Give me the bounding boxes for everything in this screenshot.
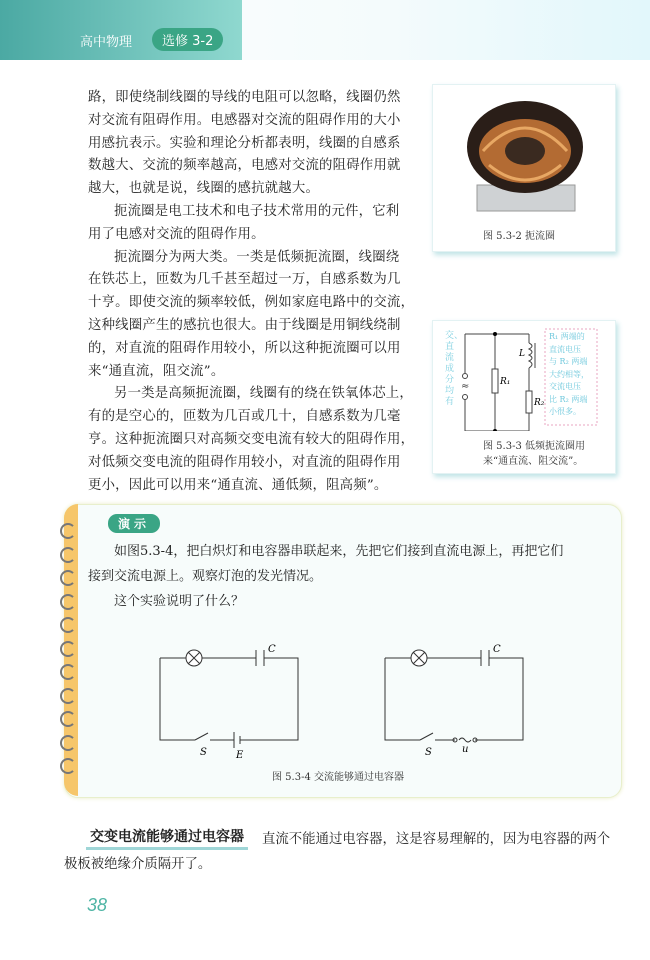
body-line: 对低频交变电流的阻碍作用较小，对直流的阻碍作用	[88, 454, 401, 470]
binder-ring-icon	[60, 688, 76, 704]
section-title: 交变电流能够通过电容器	[86, 826, 248, 850]
binder-ring-icon	[60, 711, 76, 727]
inductor-label: L	[519, 349, 525, 359]
body-line: 在铁芯上，匝数为几千甚至超过一万，自感系数为几	[88, 272, 401, 288]
dc-switch-label: S	[200, 747, 207, 758]
demo-line-3: 这个实验说明了什么？	[114, 594, 245, 609]
body-line: 扼流圈是电工技术和电子技术常用的元件，它利	[114, 204, 400, 219]
binder-ring-icon	[60, 758, 76, 774]
body-line: 有的是空心的，匝数为几百或几十，自感系数为几毫	[88, 409, 401, 425]
fig2-caption: 图 5.3-2 扼流圈	[483, 231, 556, 242]
fig3-note-line: 小很多。	[549, 407, 581, 416]
r2-label: R₂	[534, 398, 545, 408]
body-line: 用感抗表示。实验和理论分析都表明，线圈的自感系	[88, 135, 401, 151]
body-line: 路，即使绕制线圈的导线的电阻可以忽略，线圈仍然	[88, 90, 401, 105]
header-volume-badge: 选修 3-2	[152, 28, 223, 51]
binder-ring-icon	[60, 617, 76, 633]
dc-circuit	[160, 650, 298, 748]
fig3-note	[549, 331, 589, 419]
ac-circuit	[385, 650, 523, 742]
demo-line-2: 接到交流电源上。观察灯泡的发光情况。	[88, 569, 323, 584]
binder-ring-icon	[60, 523, 76, 539]
capacitor-circuits-diagram	[150, 640, 550, 760]
body-line: 的，对直流的阻碍作用较小，所以这种扼流圈可以用	[88, 340, 401, 356]
fig3-note-line: 比 R₂ 两端	[549, 394, 588, 404]
fig4-caption: 图 5.3-4 交流能够通过电容器	[272, 772, 405, 783]
binder-ring-icon	[60, 664, 76, 680]
body-line: 对交流有阻碍作用。电感器对交流的阻碍作用的大小	[88, 112, 401, 128]
body-line: 用了电感对交流的阻碍作用。	[88, 226, 265, 242]
body-line: 另一类是高频扼流圈，线圈有的绕在铁氧体芯上，	[114, 386, 413, 402]
binder-ring-icon	[60, 641, 76, 657]
fig3-note-line: 与 R₂ 两端	[549, 357, 588, 366]
body-line: 来“通直流，阻交流”。	[88, 363, 225, 379]
svg-text:≈: ≈	[461, 381, 470, 392]
body-line: 越大，也就是说，线圈的感抗就越大。	[88, 181, 320, 197]
figure-choke-photo	[432, 84, 616, 252]
body-line: 更小，因此可以用来“通直流、通低频，阻高频”。	[88, 477, 388, 493]
section-line-1: 直流不能通过电容器，这是容易理解的，因为电容器的两个	[262, 832, 611, 847]
figure-lowfreq-choke-circuit	[432, 320, 616, 474]
body-line: 十亨。即使交流的频率较低，例如家庭电路中的交流，	[88, 295, 415, 311]
fig3-note-line: 直流电压	[549, 344, 581, 354]
ac-source-label: u	[462, 744, 469, 755]
choke-coil-image	[433, 85, 615, 225]
fig3-caption-1: 图 5.3-3 低频扼流圈用	[483, 441, 586, 452]
ac-capacitor-label: C	[493, 644, 501, 655]
fig3-caption-2: 来“通直流、阻交流”。	[483, 456, 584, 467]
fig3-side-label: 交、直流成分均有	[445, 331, 464, 407]
binder-ring-icon	[60, 735, 76, 751]
fig3-note-line: R₁ 两端的	[549, 332, 585, 341]
dc-capacitor-label: C	[268, 644, 276, 655]
body-line: 数越大、交流的频率越高，电感对交流的阻碍作用就	[88, 158, 401, 174]
ac-switch-label: S	[425, 747, 432, 758]
demo-line-1: 如图5.3-4，把白炽灯和电容器串联起来，先把它们接到直流电源上，再把它们	[114, 544, 564, 559]
page-number: 38	[87, 895, 108, 915]
binder-ring-icon	[60, 594, 76, 610]
fig3-note-line: 大约相等，	[549, 369, 589, 379]
body-line: 这种线圈产生的感抗也很大。由于线圈是用铜线绕制	[88, 318, 401, 333]
body-line: 扼流圈分为两大类。一类是低频扼流圈，线圈绕	[114, 249, 400, 265]
body-line: 亨。这种扼流圈只对高频交变电流有较大的阻碍作用，	[88, 432, 415, 447]
r1-label: R₁	[500, 377, 511, 387]
binder-ring-icon	[60, 547, 76, 563]
binder-ring-icon	[60, 570, 76, 586]
header-subject: 高中物理	[80, 35, 133, 50]
section-line-2: 极板被绝缘介质隔开了。	[64, 857, 212, 872]
dc-battery-label: E	[236, 750, 244, 760]
fig3-note-line: 交流电压	[549, 382, 581, 391]
demo-tag: 演示	[108, 514, 160, 533]
